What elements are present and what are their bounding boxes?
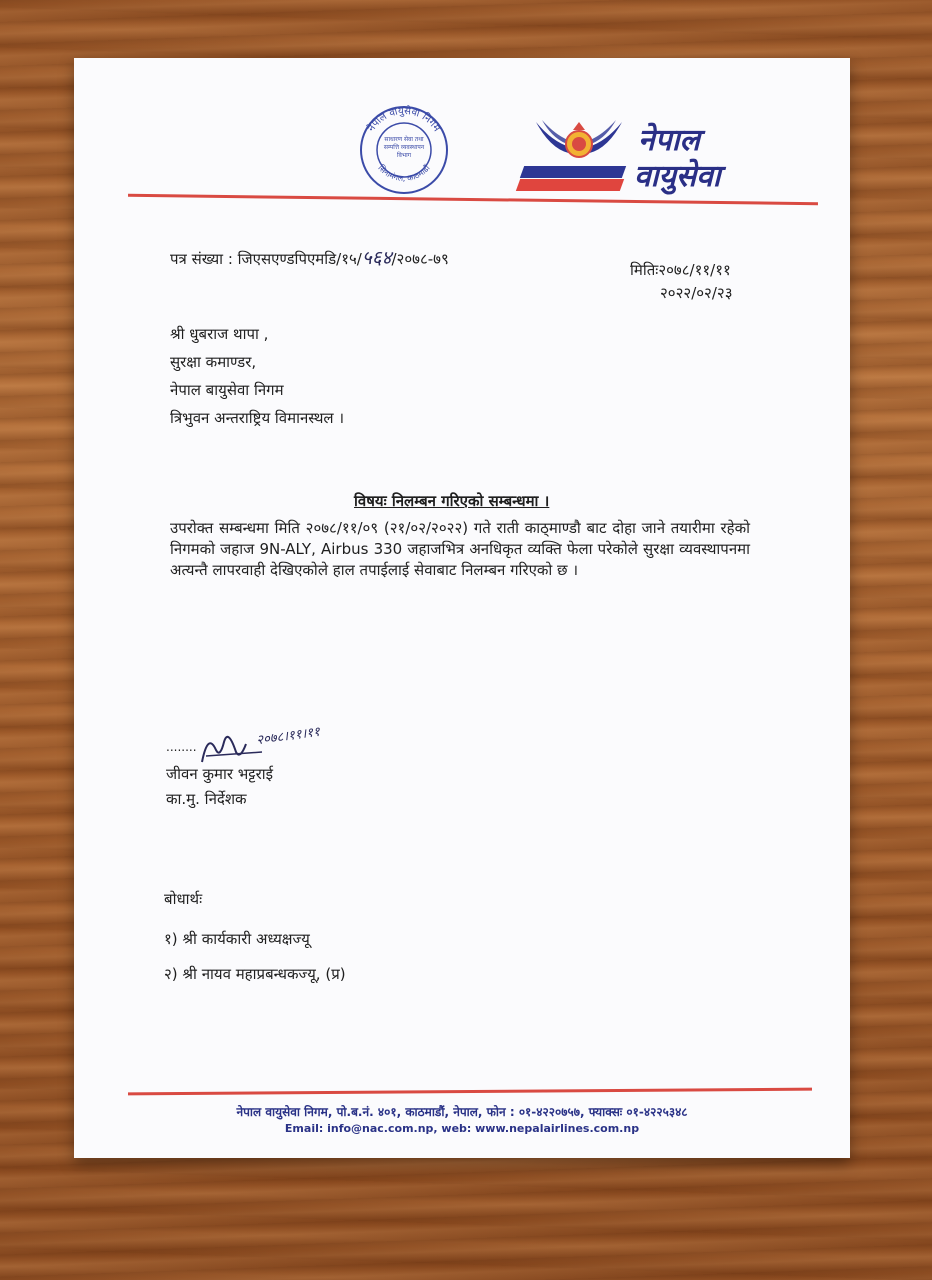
addressee-line-2: सुरक्षा कमाण्डर,	[170, 353, 257, 371]
svg-text:नेपाल वायुसेवा निगम	[365, 105, 442, 135]
reference-handwritten: ५६४	[361, 247, 392, 269]
logo-red-stripe	[516, 179, 624, 191]
seal-bottom-text: सिनामंगल, काठमाडौं	[376, 163, 432, 184]
cc-item-2: २) श्री नायव महाप्रबन्धकज्यू, (प्र)	[164, 965, 346, 983]
footer-divider	[128, 1088, 812, 1096]
signer-title: का.मु. निर्देशक	[166, 790, 247, 808]
footer-contact: Email: info@nac.com.np, web: www.nepalairlines.com.np	[284, 1122, 640, 1135]
date-bs: मितिः२०७८/११/११	[630, 261, 731, 279]
subject-line: विषयः निलम्बन गरिएको सम्बन्धमा ।	[354, 492, 550, 510]
letter-paper	[74, 58, 850, 1158]
addressee-line-3: नेपाल बायुसेवा निगम	[170, 381, 284, 399]
addressee-line-4: त्रिभुवन अन्तराष्ट्रिय विमानस्थल ।	[170, 409, 345, 427]
signer-name: जीवन कुमार भट्टराई	[166, 765, 273, 783]
cc-item-1: १) श्री कार्यकारी अध्यक्षज्यू	[164, 930, 310, 948]
airline-name-line2: वायुसेवा	[634, 159, 721, 194]
logo-blue-stripe	[520, 166, 626, 178]
svg-text:सिनामंगल, काठमाडौं	[376, 162, 432, 183]
date-ad: २०२२/०२/२३	[660, 284, 733, 302]
department-seal	[358, 104, 450, 196]
signature-dots: ........	[166, 740, 197, 754]
reference-label: पत्र संख्या : जिएसएण्डपिएमडि/१५/	[170, 250, 362, 268]
reference-number: पत्र संख्या : जिएसएण्डपिएमडि/१५/५६४/२०७८-७९	[170, 247, 449, 269]
seal-ring-text: नेपाल वायुसेवा निगम	[366, 105, 442, 134]
footer-address: नेपाल वायुसेवा निगम, पो.ब.नं. ४०१, काठमाडौं, नेपाल, फोन : ०१-४२२०७५७, फ्याक्सः ०१-४२२५३४८	[236, 1105, 688, 1119]
signature-date: २०७८।११।११	[255, 724, 321, 749]
seal-center-text: साधारण सेवा तथा सम्पत्ति व्यवस्थापन विभाग	[383, 136, 425, 159]
cc-label: बोधार्थः	[164, 890, 203, 908]
airline-wing-emblem-icon	[534, 114, 624, 170]
reference-suffix: २०७८-७९	[396, 250, 449, 268]
header-divider	[128, 194, 818, 205]
airline-name-line1: नेपाल	[638, 123, 700, 158]
letter-body: उपरोक्त सम्बन्धमा मिति २०७८/११/०९ (२१/०२/२०२२) गते राती काठ्माण्डौ बाट दोहा जाने तयारीमा रहेको निगमको जहाज 9N-ALY, Airbus 330 जहाजभित्र अनधिकृत व्यक्ति फेला परेकोले सुरक्षा व्यवस्थापनमा अत्यन्तै लापरवाही देखिएकोले हाल तपाईलाई सेवाबाट निलम्बन गरिएको छ ।	[170, 519, 750, 579]
addressee-line-1: श्री धुबराज थापा ,	[170, 325, 269, 343]
